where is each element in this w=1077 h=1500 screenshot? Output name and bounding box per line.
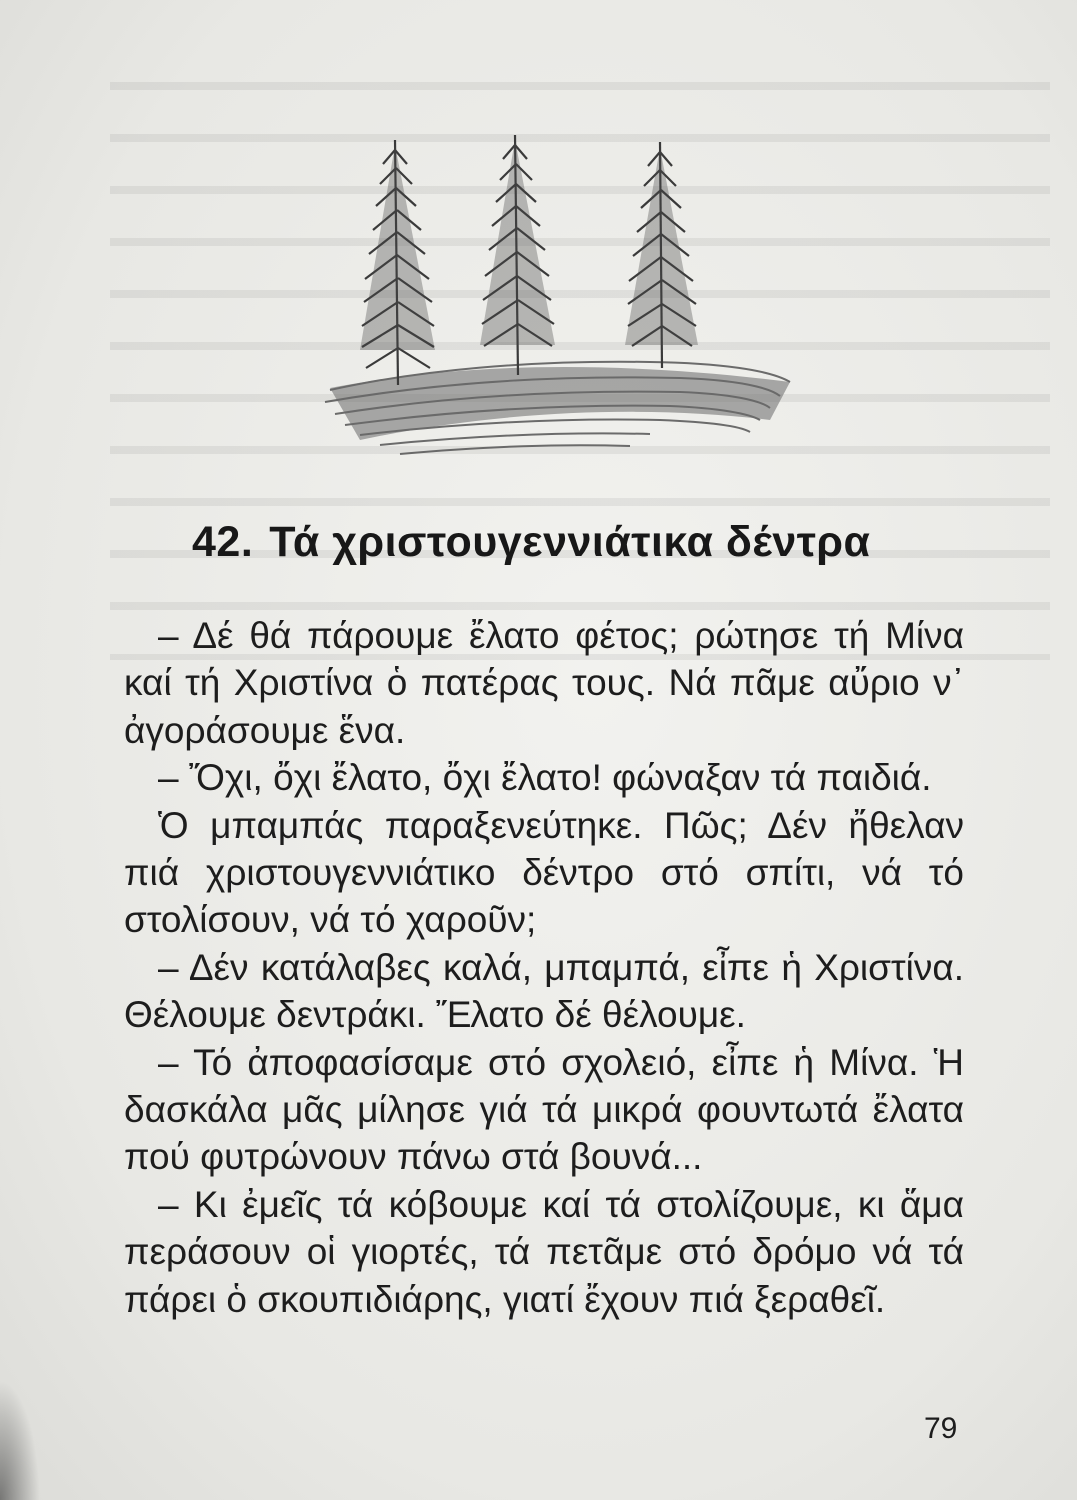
chapter-heading: [192, 518, 870, 567]
paragraph: – Ὄχι, ὄχι ἔλατο, ὄχι ἔλατο! φώναξαν τά παιδιά.: [158, 757, 932, 799]
paragraph: Ὁ μπαμπάς παραξενεύτηκε. Πῶς; Δέν ἤθελαν πιά χριστουγεννιάτικο δέντρο στό σπίτι, νά τό στολίσουν, νά τό χαροῦν;: [124, 804, 964, 941]
pine-trees-icon: [300, 120, 800, 460]
chapter-number: 42.: [192, 518, 254, 566]
paragraph: – Τό ἀποφασίσαμε στό σχολειό, εἶπε ἡ Μίνα. Ἡ δασκάλα μᾶς μίλησε γιά τά μικρά φουντωτά ἔλατα πού φυτρώνουν πάνω στά βουνά...: [124, 1041, 964, 1178]
chapter-body: [124, 612, 964, 1323]
paragraph: – Κι ἐμεῖς τά κόβουμε καί τά στολίζουμε, κι ἅμα περάσουν οἱ γιορτές, τά πετᾶμε στό δρόμο νά τά πάρει ὁ σκουπιδιάρης, γιατί ἔχουν πιά ξεραθεῖ.: [124, 1183, 964, 1320]
paragraph: – Δέ θά πάρουμε ἔλατο φέτος; ρώτησε τή Μίνα καί τή Χριστίνα ὁ πατέρας τους. Νά πᾶμε αὔριο ν᾽ ἀγοράσουμε ἕνα.: [124, 615, 964, 751]
chapter-title: Τά χριστουγεννιάτικα δέντρα: [269, 518, 871, 566]
page-edge-shadow: [0, 1380, 40, 1500]
page-number: 79: [924, 1412, 958, 1445]
paragraph: – Δέν κατάλαβες καλά, μπαμπά, εἶπε ἡ Χριστίνα. Θέλουμε δεντράκι. Ἔλατο δέ θέλουμε.: [124, 946, 964, 1036]
